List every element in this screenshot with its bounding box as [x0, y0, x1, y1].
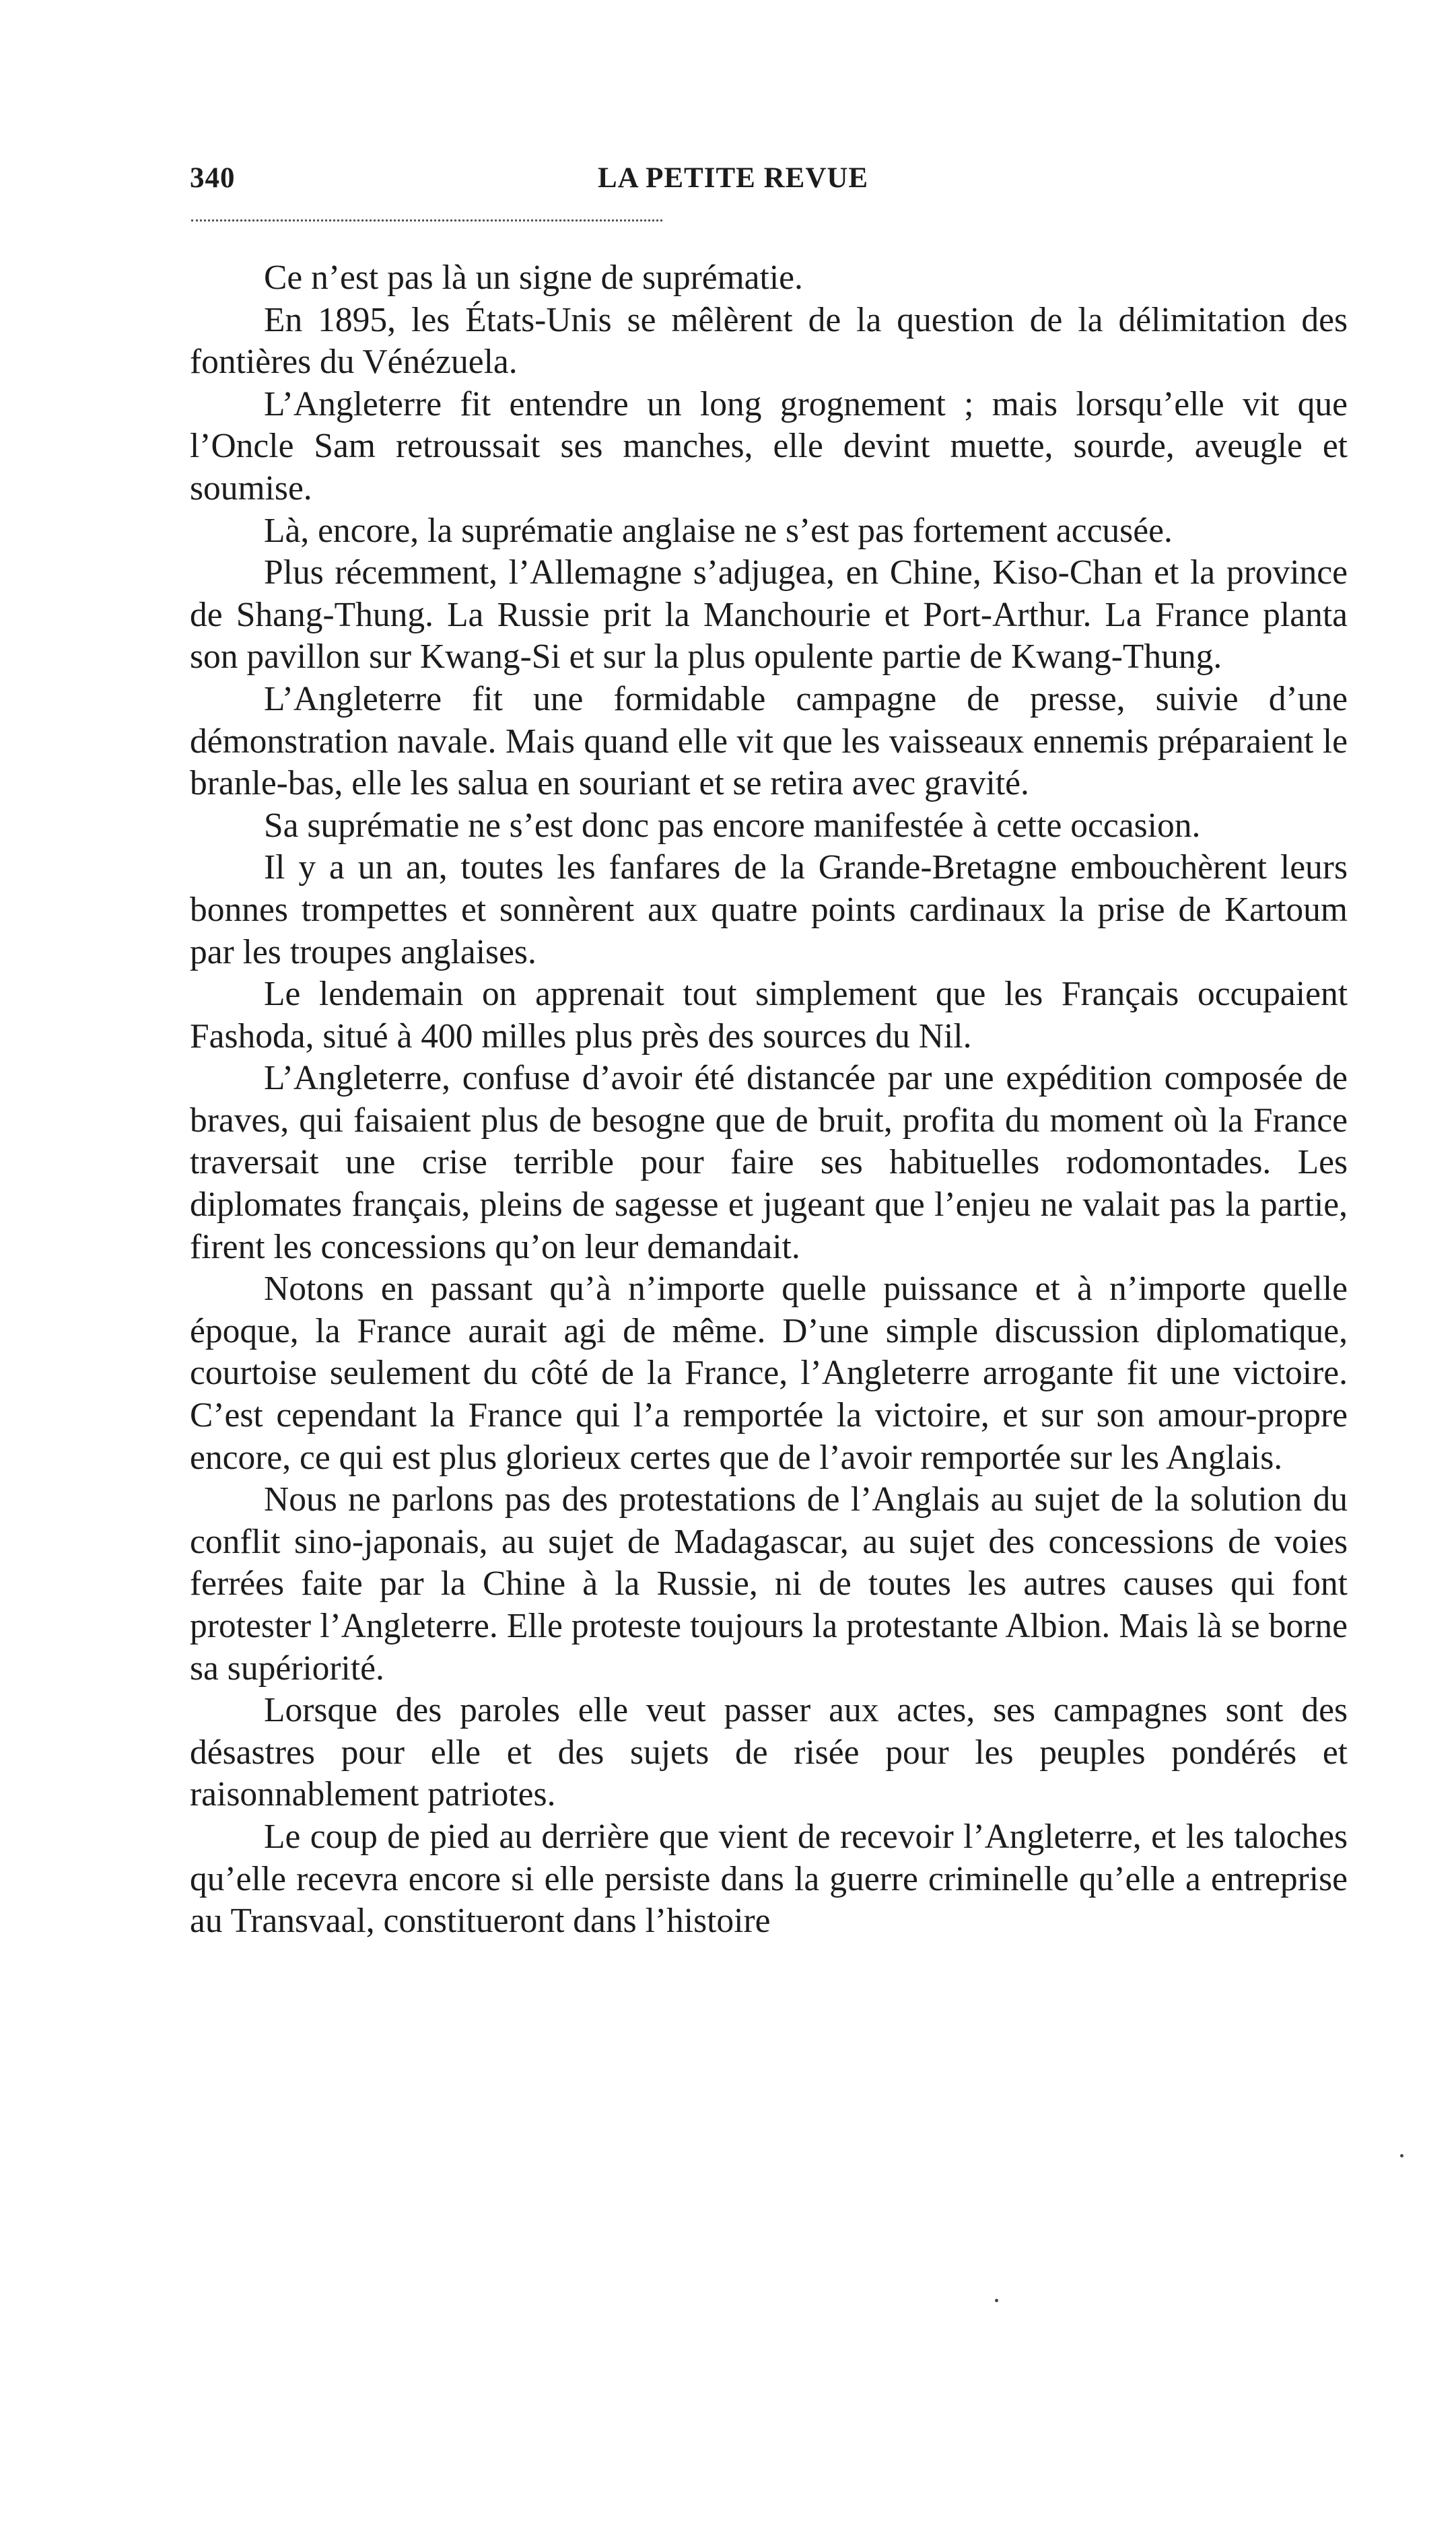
paragraph: Nous ne parlons pas des protestations de l’Anglais au sujet de la solution du conflit sino-japonais, au sujet de Madagascar, au sujet des concessions de voies ferrées faite par la Chine à la Russie, ni de toutes les autres causes qui font protester l’Angleterre. Elle proteste toujours la protestante Albion. Mais là se borne sa supériorité. [190, 1480, 1348, 1688]
ink-speck [1400, 2154, 1403, 2157]
paragraph: Là, encore, la suprématie anglaise ne s’est pas fortement accusée. [264, 511, 1173, 550]
paragraph: Le lendemain on apprenait tout simplement que les Français occupaient Fashoda, situé à 400 milles plus près des sources du Nil. [190, 975, 1348, 1056]
paragraph: L’Angleterre fit une formidable campagne de presse, suivie d’une démonstration navale. Mais quand elle vit que les vaisseaux ennemis préparaient le branle-bas, elle les salua en souriant et se retira avec gravité. [190, 679, 1348, 803]
paragraph: En 1895, les États-Unis se mêlèrent de la question de la délimitation des fontières du Vénézuela. [190, 300, 1348, 382]
paragraph: Le coup de pied au derrière que vient de recevoir l’Angleterre, et les taloches qu’elle recevra encore si elle persiste dans la guerre criminelle qu’elle a entreprise au Transvaal, constitueront dans l’histoire [190, 1817, 1348, 1941]
paragraph: Ce n’est pas là un signe de suprématie. [264, 258, 803, 297]
paragraph: L’Angleterre fit entendre un long grognement ; mais lorsqu’elle vit que l’Oncle Sam retroussait ses manches, elle devint muette, sourde, aveugle et soumise. [190, 384, 1348, 508]
paragraph: Sa suprématie ne s’est donc pas encore manifestée à cette occasion. [264, 806, 1201, 845]
header-rule [191, 219, 662, 221]
paragraph: Il y a un an, toutes les fanfares de la Grande-Bretagne embouchèrent leurs bonnes trompettes et sonnèrent aux quatre points cardinaux la prise de Kartoum par les troupes anglaises. [190, 848, 1348, 971]
body-text [190, 257, 1348, 1943]
paragraph: Notons en passant qu’à n’importe quelle puissance et à n’importe quelle époque, la France aurait agi de même. D’une simple discussion diplomatique, courtoise seulement du côté de la France, l’Angleterre arrogante fit une victoire. C’est cependant la France qui l’a remportée la victoire, et sur son amour-propre encore, ce qui est plus glorieux certes que de l’avoir remportée sur les Anglais. [190, 1270, 1348, 1477]
page-number: 340 [190, 162, 236, 194]
paragraph: Plus récemment, l’Allemagne s’adjugea, en Chine, Kiso-Chan et la province de Shang-Thung. La Russie prit la Manchourie et Port-Arthur. La France planta son pavillon sur Kwang-Si et sur la plus opulente partie de Kwang-Thung. [190, 553, 1348, 677]
paragraph: Lorsque des paroles elle veut passer aux actes, ses campagnes sont des désastres pour elle et des sujets de risée pour les peuples pondérés et raisonnablement patriotes. [190, 1691, 1348, 1814]
paragraph: L’Angleterre, confuse d’avoir été distancée par une expédition composée de braves, qui faisaient plus de besogne que de bruit, profita du moment où la France traversait une crise terrible pour faire ses habituelles rodomontades. Les diplomates français, pleins de sagesse et jugeant que l’enjeu ne valait pas la partie, firent les concessions qu’on leur demandait. [190, 1059, 1348, 1266]
book-page [190, 162, 1348, 1941]
running-head [190, 162, 1348, 209]
running-title: LA PETITE REVUE [598, 162, 869, 194]
ink-speck [995, 2299, 998, 2302]
